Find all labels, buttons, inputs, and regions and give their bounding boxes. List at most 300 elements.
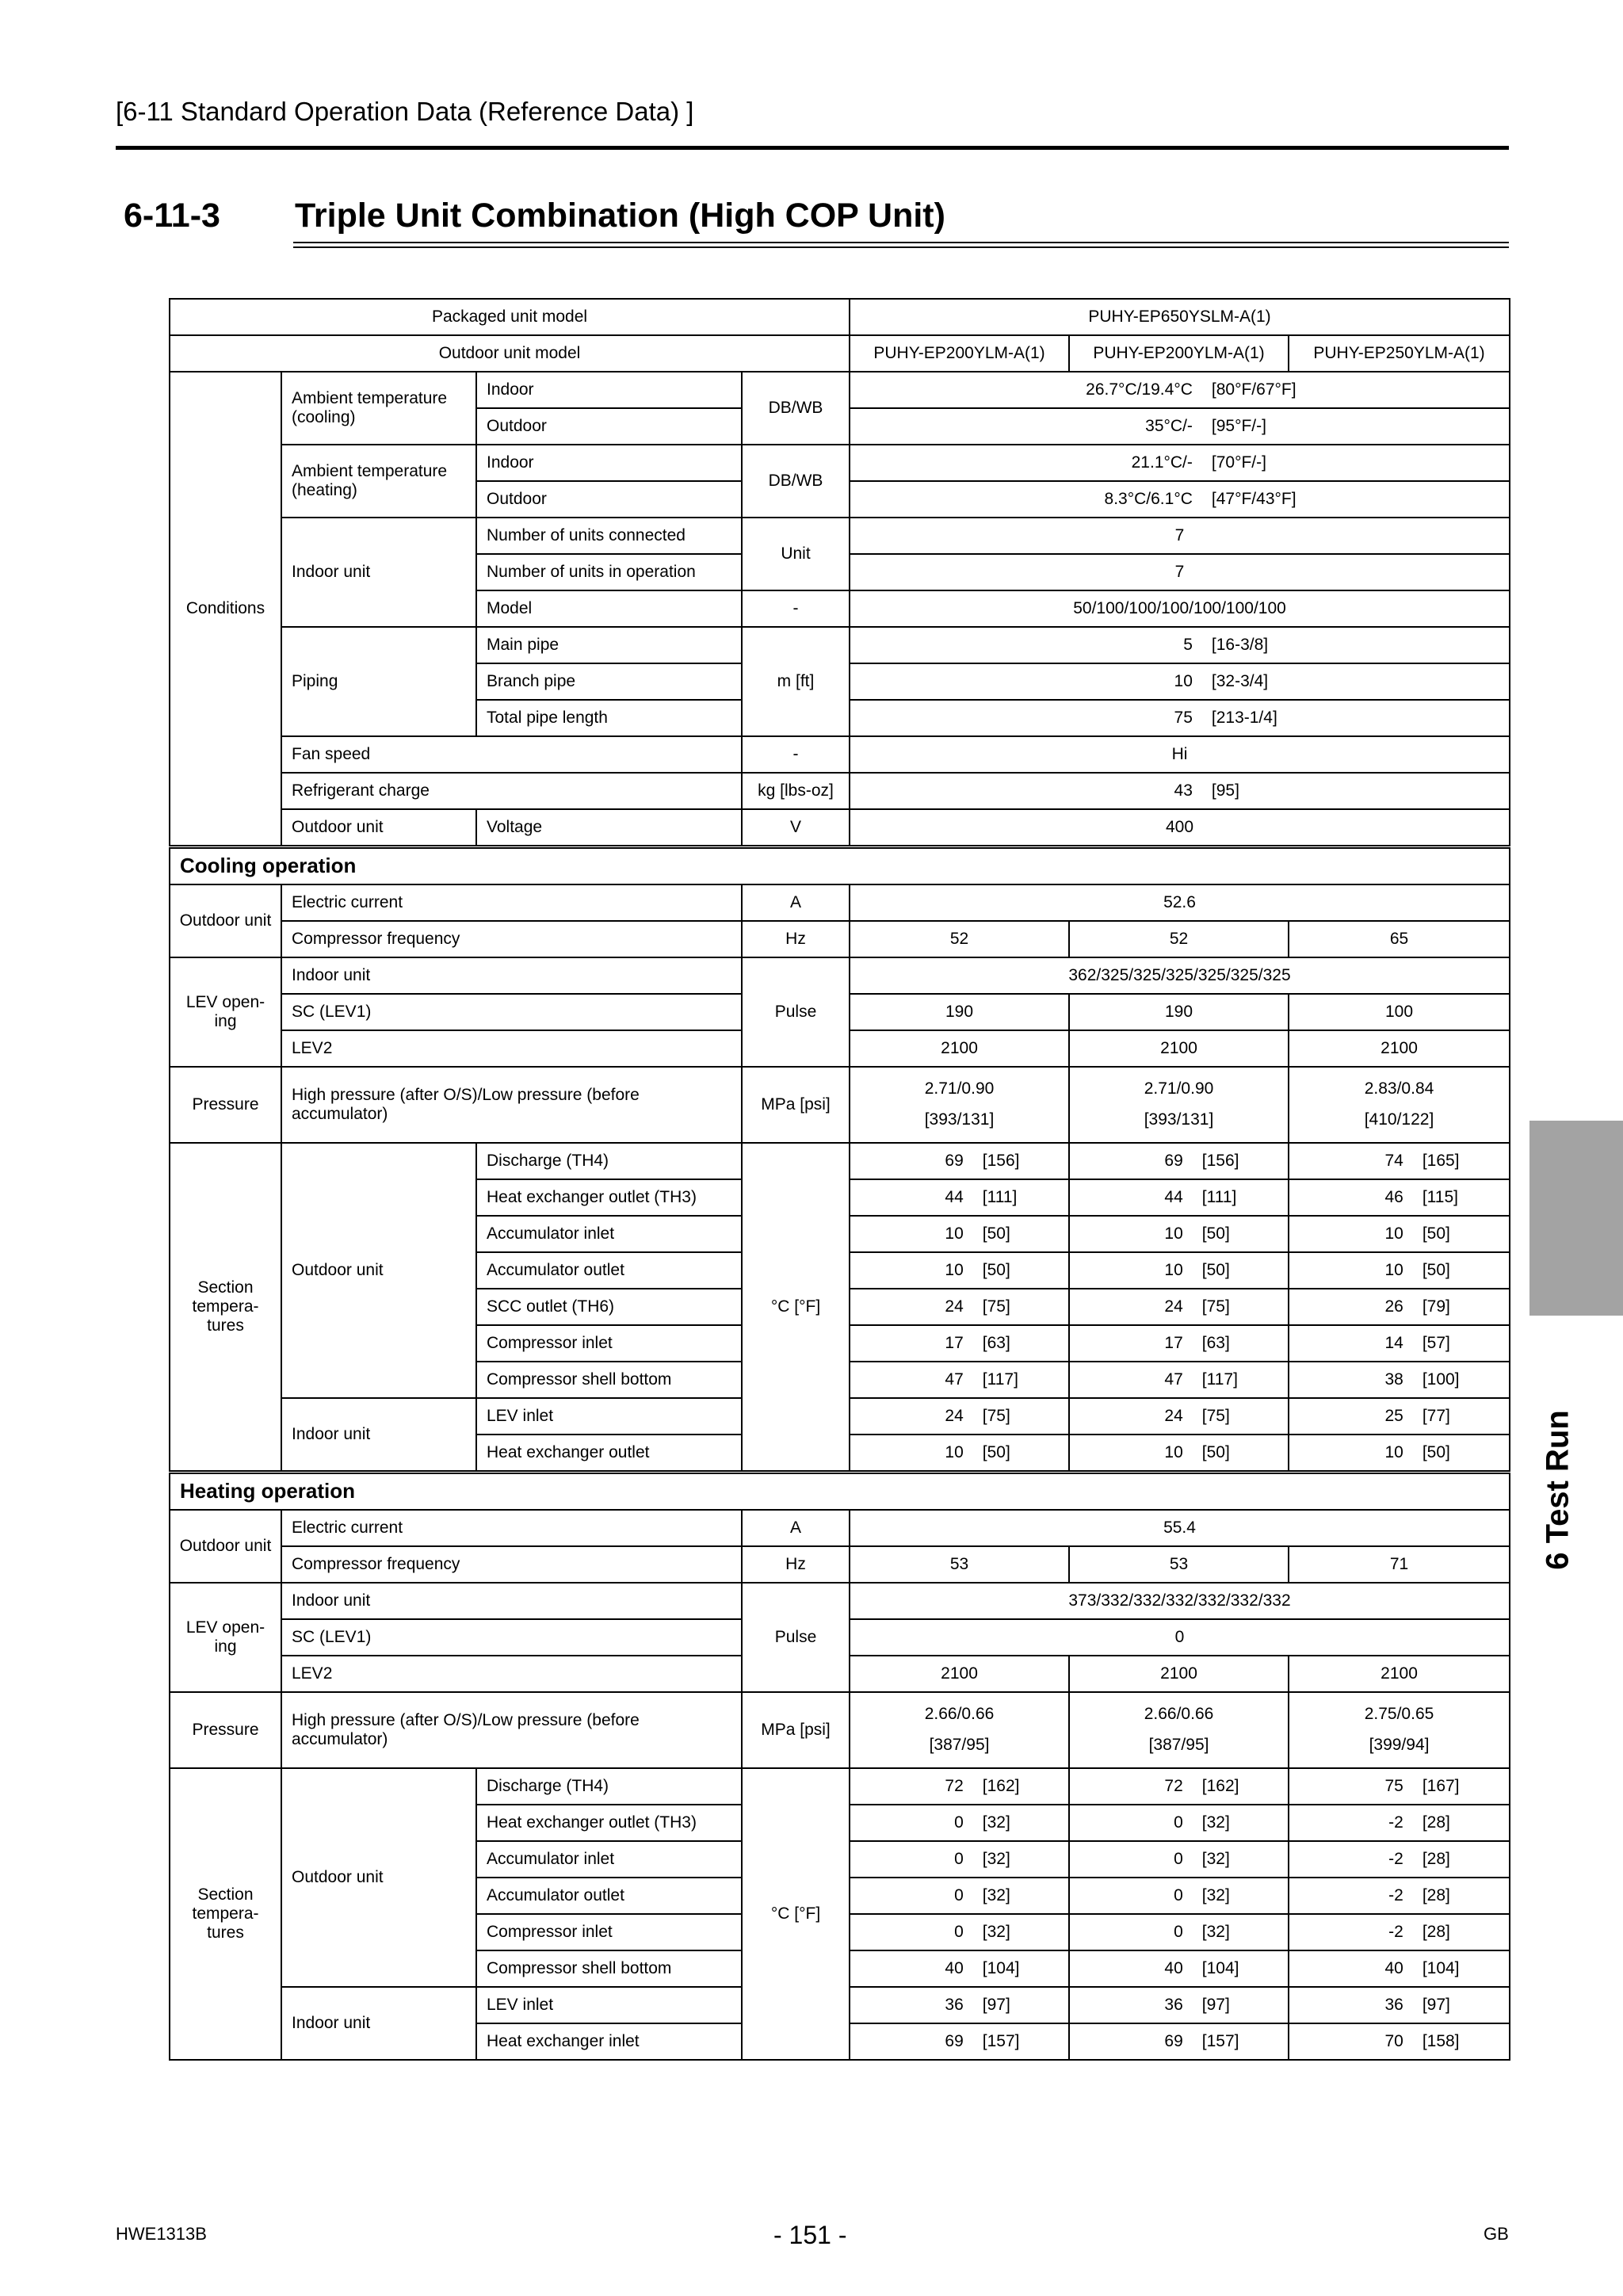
temp-f: [32] [1201,1922,1230,1941]
table-row [170,335,1510,372]
temp-cell [850,1841,1069,1878]
temp-f: [50] [1422,1442,1450,1461]
kg-lbs-unit: kg [lbs-oz] [742,773,850,809]
temp-f: [97] [982,1995,1010,2014]
sc-lev1-label: SC (LEV1) [281,1619,742,1656]
temp-cell [850,1435,1069,1473]
temp-c: 0 [1174,1885,1183,1904]
table-row [170,884,1510,921]
comp-freq-label: Compressor frequency [281,1546,742,1583]
temp-c: 24 [1164,1406,1183,1425]
pressure-desc: High pressure (after O/S)/Low pressure (before accumulator) [281,1067,742,1143]
temp-cell [1069,1179,1289,1216]
temp-f: [63] [1201,1333,1230,1352]
scc-outlet-label: SCC outlet (TH6) [476,1289,742,1325]
temp-cell [1289,1143,1510,1179]
temp-c: 0 [954,1849,964,1868]
a-unit: A [742,884,850,921]
indoor-label: Indoor [476,445,742,481]
temp-f: [79] [1422,1297,1450,1316]
temp-cell [850,1252,1069,1289]
indoor-unit-label: Indoor unit [281,1583,742,1619]
temp-c: 10 [1384,1224,1403,1243]
temp-f: [157] [1201,2031,1239,2050]
temp-c: 17 [1164,1333,1183,1352]
table-row [170,518,1510,554]
value-imperial: [95] [1211,781,1239,800]
temp-f: [50] [1422,1224,1450,1243]
comp-freq-value: 65 [1289,921,1510,957]
branch-pipe-value [850,663,1510,700]
table-row [170,1473,1510,1511]
refrigerant-label: Refrigerant charge [281,773,742,809]
pressure-mpa: 2.66/0.66 [1144,1705,1214,1724]
temp-c: 10 [945,1442,964,1461]
temp-cell [1069,1289,1289,1325]
temp-c: 10 [1164,1442,1183,1461]
value-imperial: [32-3/4] [1211,671,1269,690]
temp-f: [57] [1422,1333,1450,1352]
lev-opening-label: LEV open-ing [170,957,281,1067]
pressure-value [1289,1067,1510,1143]
temp-f: [50] [1201,1224,1230,1243]
temp-c: -2 [1388,1922,1403,1941]
temp-c: 44 [945,1187,964,1206]
temp-cell [1069,1950,1289,1987]
outdoor-unit-label: Outdoor unit [170,1510,281,1583]
temp-c: 36 [945,1995,964,2014]
temp-cell [1289,1878,1510,1914]
value-imperial: [213-1/4] [1211,708,1277,727]
units-connected-value: 7 [850,518,1510,554]
temp-f: [32] [982,1813,1010,1832]
pressure-mpa: 2.71/0.90 [1144,1079,1214,1098]
dbwb-unit: DB/WB [742,372,850,445]
temp-f: [32] [1201,1849,1230,1868]
pressure-value [1069,1692,1289,1768]
temp-f: [28] [1422,1922,1450,1941]
temp-f: [104] [1201,1958,1239,1977]
temp-f: [157] [982,2031,1020,2050]
comp-freq-value: 53 [1069,1546,1289,1583]
conditions-block [170,299,1510,847]
lev-inlet-label: LEV inlet [476,1398,742,1435]
pulse-unit: Pulse [742,1583,850,1692]
discharge-label: Discharge (TH4) [476,1768,742,1805]
table-row [170,736,1510,773]
electric-current-label: Electric current [281,884,742,921]
hz-unit: Hz [742,1546,850,1583]
comp-freq-value: 53 [850,1546,1069,1583]
page-title: Triple Unit Combination (High COP Unit) [295,197,945,235]
mpa-unit: MPa [psi] [742,1692,850,1768]
temp-cell [1289,1216,1510,1252]
outdoor-unit-label: Outdoor unit [170,884,281,957]
temp-c: 24 [1164,1297,1183,1316]
sc-lev1-value: 190 [850,994,1069,1030]
temp-cell [850,1950,1069,1987]
degc-unit: °C [°F] [742,1143,850,1473]
temp-c: 25 [1384,1406,1403,1425]
discharge-label: Discharge (TH4) [476,1143,742,1179]
temp-f: [104] [1422,1958,1460,1977]
indoor-unit-label: Indoor unit [281,1987,476,2060]
temp-cell [850,1914,1069,1950]
temp-c: 10 [1384,1260,1403,1279]
temp-c: 10 [1164,1224,1183,1243]
temp-f: [50] [982,1224,1010,1243]
temp-c: -2 [1388,1885,1403,1904]
temp-f: [32] [1201,1813,1230,1832]
value-si: 26.7°C/19.4°C [1086,380,1193,399]
cooling-indoor-value [850,372,1510,408]
v-unit: V [742,809,850,847]
region-code: GB [1484,2224,1509,2244]
heating-block [170,1473,1510,2061]
table-row [170,445,1510,481]
temp-c: 0 [954,1813,964,1832]
outdoor-label: Outdoor [476,408,742,445]
pressure-psi: [393/131] [924,1110,995,1129]
temp-cell [1289,1289,1510,1325]
pressure-mpa: 2.75/0.65 [1364,1705,1434,1724]
temp-cell [1289,1950,1510,1987]
lev-inlet-label: LEV inlet [476,1987,742,2023]
packaged-unit-label: Packaged unit model [170,299,850,335]
table-row [170,1692,1510,1768]
mpa-unit: MPa [psi] [742,1067,850,1143]
cooling-block [170,847,1510,1473]
temp-c: 72 [945,1776,964,1795]
temp-f: [63] [982,1333,1010,1352]
temp-c: 36 [1384,1995,1403,2014]
temp-cell [1069,1252,1289,1289]
temp-c: 75 [1384,1776,1403,1795]
temp-f: [50] [982,1260,1010,1279]
conditions-label: Conditions [170,372,281,847]
temp-f: [162] [982,1776,1020,1795]
pressure-mpa: 2.66/0.66 [924,1705,995,1724]
pressure-psi: [387/95] [929,1736,990,1755]
temp-f: [32] [1201,1885,1230,1904]
cooling-section-title: Cooling operation [170,847,1510,885]
voltage-value: 400 [850,809,1510,847]
temp-f: [75] [982,1406,1010,1425]
outdoor-model-2: PUHY-EP200YLM-A(1) [1069,335,1289,372]
temp-c: 10 [1384,1442,1403,1461]
temp-cell [1069,2023,1289,2060]
hex-inlet-label: Heat exchanger inlet [476,2023,742,2060]
pressure-mpa: 2.71/0.90 [924,1079,995,1098]
value-si: 21.1°C/- [1131,453,1193,472]
a-unit: A [742,1510,850,1546]
temp-c: -2 [1388,1849,1403,1868]
temp-c: 10 [945,1260,964,1279]
unit-label: Unit [742,518,850,590]
temp-f: [28] [1422,1849,1450,1868]
table-row [170,957,1510,994]
cooling-outdoor-value [850,408,1510,445]
temp-cell [850,1878,1069,1914]
temp-f: [115] [1422,1187,1458,1206]
comp-inlet-label: Compressor inlet [476,1914,742,1950]
comp-freq-value: 71 [1289,1546,1510,1583]
lev2-value: 2100 [1069,1030,1289,1067]
temp-f: [75] [1201,1297,1230,1316]
hex-outlet-th3-label: Heat exchanger outlet (TH3) [476,1805,742,1841]
heating-section-title: Heating operation [170,1473,1510,1511]
pressure-psi: [387/95] [1148,1736,1209,1755]
temp-f: [111] [1201,1187,1237,1206]
value-imperial: [95°F/-] [1211,416,1266,435]
comp-freq-label: Compressor frequency [281,921,742,957]
temp-f: [104] [982,1958,1020,1977]
chapter-tab [1529,1121,1623,1316]
pressure-value [850,1067,1069,1143]
temp-c: 10 [1164,1260,1183,1279]
table-row [170,299,1510,335]
model-value: 50/100/100/100/100/100/100 [850,590,1510,627]
indoor-unit-label: Indoor unit [281,957,742,994]
temp-f: [28] [1422,1813,1450,1832]
value-imperial: [47°F/43°F] [1211,489,1296,508]
temp-f: [158] [1422,2031,1460,2050]
temp-cell [1289,1398,1510,1435]
temp-cell [1069,1768,1289,1805]
temp-cell [1289,2023,1510,2060]
temp-f: [50] [1422,1260,1450,1279]
outdoor-unit-label: Outdoor unit [281,809,476,847]
temp-cell [1069,1914,1289,1950]
temp-f: [165] [1422,1151,1460,1170]
pressure-value [1069,1067,1289,1143]
table-row [170,921,1510,957]
temp-cell [850,2023,1069,2060]
temp-f: [156] [982,1151,1020,1170]
chapter-tab-text: 6 Test Run [1540,1410,1575,1570]
m-ft-unit: m [ft] [742,627,850,736]
operation-data-table [169,298,1510,2061]
temp-cell [1289,1179,1510,1216]
temp-c: 74 [1384,1151,1403,1170]
temp-c: 10 [945,1224,964,1243]
voltage-label: Voltage [476,809,742,847]
acc-inlet-label: Accumulator inlet [476,1841,742,1878]
temp-c: 17 [945,1333,964,1352]
fan-speed-label: Fan speed [281,736,742,773]
temp-f: [117] [1201,1370,1238,1389]
temp-cell [1069,1841,1289,1878]
temp-c: 24 [945,1297,964,1316]
temp-cell [850,1179,1069,1216]
branch-pipe-label: Branch pipe [476,663,742,700]
value-imperial: [70°F/-] [1211,453,1266,472]
temp-cell [850,1362,1069,1398]
model-label: Model [476,590,742,627]
temp-c: 0 [1174,1922,1183,1941]
temp-cell [1069,1398,1289,1435]
section-number: 6-11-3 [124,197,220,235]
temp-f: [162] [1201,1776,1239,1795]
temp-f: [32] [982,1885,1010,1904]
hex-outlet-label: Heat exchanger outlet [476,1435,742,1473]
table-row [170,809,1510,847]
temp-cell [1069,1805,1289,1841]
temp-cell [850,1768,1069,1805]
temp-cell [1289,1987,1510,2023]
temp-f: [97] [1422,1995,1450,2014]
temp-f: [117] [982,1370,1018,1389]
temp-c: 47 [945,1370,964,1389]
refrigerant-value [850,773,1510,809]
lev2-value: 2100 [850,1030,1069,1067]
section-header: [6-11 Standard Operation Data (Reference Data) ] [116,97,694,126]
lev2-value: 2100 [850,1656,1069,1692]
units-connected-label: Number of units connected [476,518,742,554]
section-temps-label: Section tempera-tures [170,1143,281,1473]
temp-c: 72 [1164,1776,1183,1795]
main-pipe-label: Main pipe [476,627,742,663]
outdoor-label: Outdoor [476,481,742,518]
table-row [170,1143,1510,1179]
temp-c: 40 [1384,1958,1403,1977]
sc-lev1-value: 0 [850,1619,1510,1656]
temp-c: 36 [1164,1995,1183,2014]
ambient-heating-label: Ambient temperature (heating) [281,445,476,518]
pressure-value [1289,1692,1510,1768]
dash-unit: - [742,736,850,773]
temp-f: [32] [982,1922,1010,1941]
outdoor-unit-label: Outdoor unit [281,1768,476,1987]
electric-current-value: 55.4 [850,1510,1510,1546]
temp-cell [850,1987,1069,2023]
temp-cell [850,1805,1069,1841]
lev2-value: 2100 [1289,1656,1510,1692]
hz-unit: Hz [742,921,850,957]
temp-cell [1069,1325,1289,1362]
sc-lev1-label: SC (LEV1) [281,994,742,1030]
temp-f: [75] [982,1297,1010,1316]
temp-c: 69 [945,1151,964,1170]
temp-c: 46 [1384,1187,1403,1206]
total-pipe-value [850,700,1510,736]
lev2-label: LEV2 [281,1030,742,1067]
pressure-label: Pressure [170,1692,281,1768]
degc-unit: °C [°F] [742,1768,850,2060]
pressure-psi: [393/131] [1144,1110,1214,1129]
temp-cell [1069,1216,1289,1252]
temp-cell [1289,1325,1510,1362]
temp-cell [1069,1435,1289,1473]
acc-outlet-label: Accumulator outlet [476,1252,742,1289]
value-si: 35°C/- [1145,416,1193,435]
temp-f: [50] [1201,1260,1230,1279]
value-imperial: [16-3/8] [1211,635,1269,654]
units-operation-label: Number of units in operation [476,554,742,590]
temp-f: [50] [982,1442,1010,1461]
temp-c: 0 [1174,1813,1183,1832]
value-imperial: [80°F/67°F] [1211,380,1296,399]
total-pipe-label: Total pipe length [476,700,742,736]
pressure-psi: [410/122] [1364,1110,1434,1129]
table-row [170,1583,1510,1619]
temp-c: 69 [945,2031,964,2050]
temp-f: [50] [1201,1442,1230,1461]
temp-cell [1289,1805,1510,1841]
temp-cell [850,1325,1069,1362]
table-row [170,1510,1510,1546]
comp-freq-value: 52 [1069,921,1289,957]
temp-cell [1289,1435,1510,1473]
title-rule [293,246,1509,248]
lev2-value: 2100 [1069,1656,1289,1692]
pressure-value [850,1692,1069,1768]
chapter-tab-label [1523,1371,1593,1609]
ambient-cooling-label: Ambient temperature (cooling) [281,372,476,445]
table-row [170,773,1510,809]
temp-c: 44 [1164,1187,1183,1206]
temp-c: 40 [945,1958,964,1977]
temp-cell [850,1398,1069,1435]
temp-c: 0 [954,1922,964,1941]
section-temps-label: Section tempera-tures [170,1768,281,2060]
electric-current-value: 52.6 [850,884,1510,921]
temp-c: 24 [945,1406,964,1425]
table-row [170,627,1510,663]
temp-f: [167] [1422,1776,1460,1795]
temp-c: 26 [1384,1297,1403,1316]
pressure-desc: High pressure (after O/S)/Low pressure (before accumulator) [281,1692,742,1768]
lev-opening-label: LEV open-ing [170,1583,281,1692]
fan-speed-value: Hi [850,736,1510,773]
value-si: 43 [1174,781,1193,800]
comp-inlet-label: Compressor inlet [476,1325,742,1362]
page-number: - 151 - [773,2221,847,2249]
temp-cell [850,1289,1069,1325]
indoor-unit-label: Indoor unit [281,518,476,627]
dbwb-unit: DB/WB [742,445,850,518]
temp-c: 40 [1164,1958,1183,1977]
temp-cell [850,1143,1069,1179]
value-si: 75 [1174,708,1193,727]
temp-c: 0 [954,1885,964,1904]
temp-cell [1289,1362,1510,1398]
temp-c: 69 [1164,2031,1183,2050]
temp-cell [1069,1878,1289,1914]
pressure-psi: [399/94] [1369,1736,1430,1755]
comp-freq-value: 52 [850,921,1069,957]
temp-f: [28] [1422,1885,1450,1904]
table-row [170,847,1510,885]
heating-indoor-value [850,445,1510,481]
table-row [170,1768,1510,1805]
value-si: 8.3°C/6.1°C [1104,489,1193,508]
outdoor-model-label: Outdoor unit model [170,335,850,372]
temp-c: 38 [1384,1370,1403,1389]
hex-outlet-th3-label: Heat exchanger outlet (TH3) [476,1179,742,1216]
acc-inlet-label: Accumulator inlet [476,1216,742,1252]
pulse-unit: Pulse [742,957,850,1067]
temp-cell [1289,1252,1510,1289]
doc-code: HWE1313B [116,2224,207,2244]
packaged-unit-value: PUHY-EP650YSLM-A(1) [850,299,1510,335]
temp-f: [32] [982,1849,1010,1868]
table-row [170,1546,1510,1583]
electric-current-label: Electric current [281,1510,742,1546]
temp-cell [1289,1841,1510,1878]
heating-outdoor-value [850,481,1510,518]
outdoor-model-1: PUHY-EP200YLM-A(1) [850,335,1069,372]
